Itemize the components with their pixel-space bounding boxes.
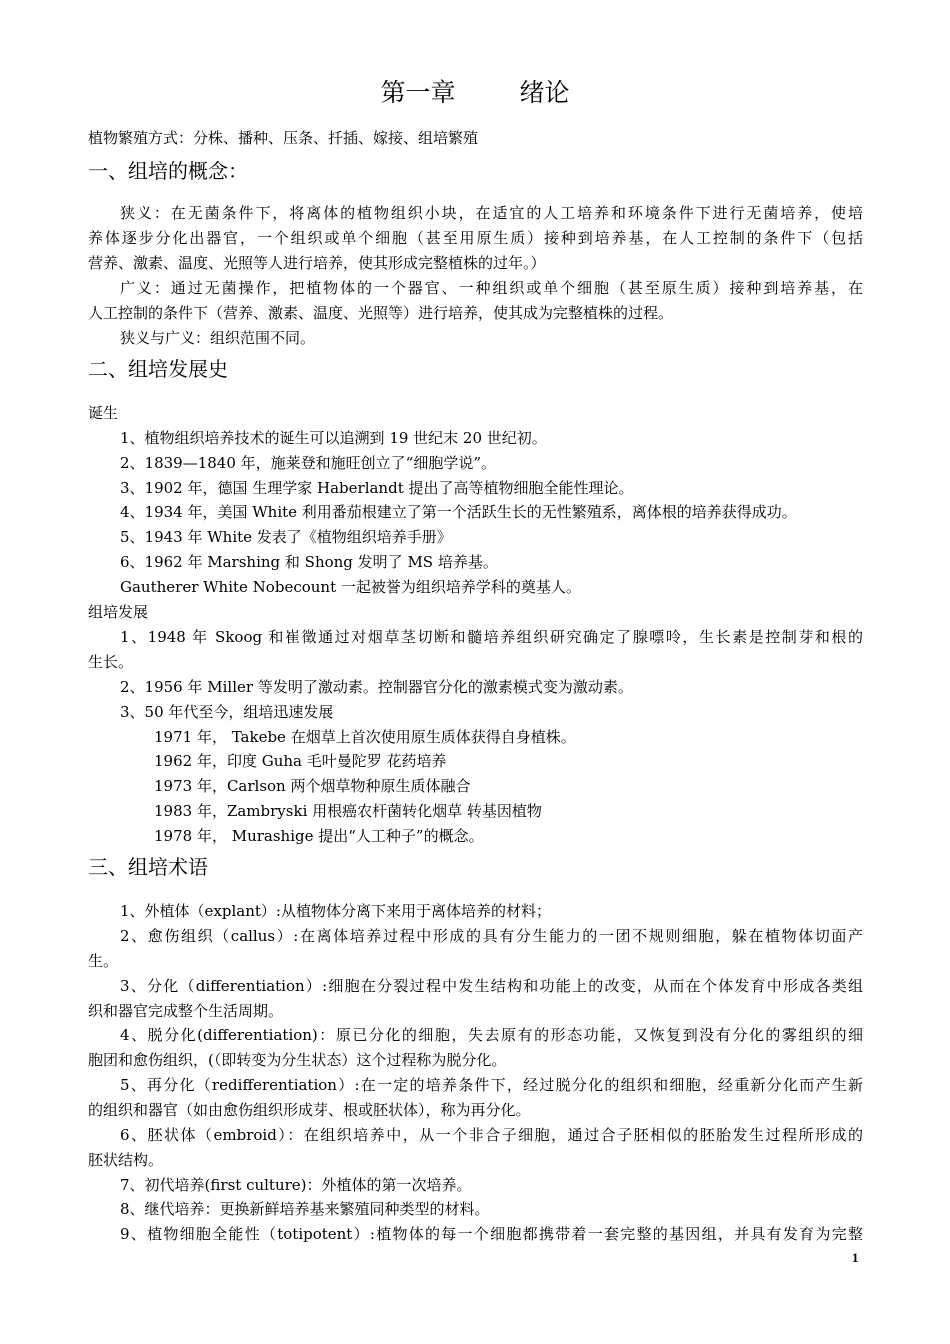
- birth-item: 4、1934 年，美国 White 利用番茄根建立了第一个活跃生长的无性繁殖系，离体根的培养获得成功。: [120, 503, 797, 521]
- development-item-1-line-1: 1、1948 年 Skoog 和崔徵通过对烟草茎切断和髓培养组织研究确定了腺嘌呤，生长素是控制芽和根的: [120, 628, 863, 646]
- term-dedifferentiation-line-1: 4、脱分化(differentiation)：原已分化的细胞，失去原有的形态功能，又恢复到没有分化的雾组织的细: [120, 1026, 863, 1044]
- development-sub-item: 1978 年， Murashige 提出“人工种子”的概念。: [154, 827, 484, 845]
- section-heading-concept: 一、组培的概念：: [88, 159, 248, 183]
- birth-item: 2、1839—1840 年，施莱登和施旺创立了“细胞学说”。: [120, 454, 496, 472]
- development-sub-item: 1971 年， Takebe 在烟草上首次使用原生质体获得自身植株。: [154, 728, 576, 746]
- chapter-title: [0, 78, 950, 108]
- term-redifferentiation-line-1: 5、再分化（redifferentiation）:在一定的培养条件下，经过脱分化的组织和细胞，经重新分化而产生新: [120, 1076, 863, 1094]
- development-sub-item: 1983 年，Zambryski 用根癌农杆菌转化烟草 转基因植物: [154, 802, 542, 820]
- term-dedifferentiation-line-2: 胞团和愈伤组织，(（即转变为分生状态）这个过程称为脱分化。: [88, 1051, 507, 1069]
- birth-label: 诞生: [88, 404, 119, 422]
- term-explant: 1、外植体（explant）:从植物体分离下来用于离体培养的材料；: [120, 902, 551, 920]
- page-number: 1: [852, 1250, 859, 1265]
- development-item-3: 3、50 年代至今，组培迅速发展: [120, 703, 334, 721]
- development-item-1-line-2: 生长。: [88, 653, 134, 671]
- term-callus-line-2: 生。: [88, 952, 119, 970]
- development-item-2: 2、1956 年 Miller 等发明了激动素。控制器官分化的激素模式变为激动素。: [120, 678, 633, 696]
- chapter-number: 第一章: [380, 78, 456, 107]
- development-label: 组培发展: [88, 603, 149, 621]
- birth-item: 3、1902 年，德国 生理学家 Haberlandt 提出了高等植物细胞全能性理论。: [120, 479, 634, 497]
- broad-definition-line-2: 人工控制的条件下（营养、激素、温度、光照等）进行培养，使其成为完整植株的过程。: [88, 304, 674, 322]
- term-embryoid-line-1: 6、胚状体（embroid）：在组织培养中，从一个非合子细胞，通过合子胚相似的胚胎发生过程所形成的: [120, 1126, 863, 1144]
- term-callus-line-1: 2、愈伤组织（callus）:在离体培养过程中形成的具有分生能力的一团不规则细胞，躲在植物体切面产: [120, 927, 863, 945]
- definition-comparison: 狭义与广义：组织范围不同。: [120, 329, 316, 347]
- birth-item: 1、植物组织培养技术的诞生可以追溯到 19 世纪末 20 世纪初。: [120, 429, 547, 447]
- term-embryoid-line-2: 胚状结构。: [88, 1151, 164, 1169]
- intro-line: 植物繁殖方式：分株、播种、压条、扦插、嫁接、组培繁殖: [88, 129, 479, 147]
- term-subculture: 8、继代培养：更换新鲜培养基来繁殖同种类型的材料。: [120, 1200, 490, 1218]
- term-first-culture: 7、初代培养(first culture)：外植体的第一次培养。: [120, 1176, 472, 1194]
- birth-item: 5、1943 年 White 发表了《植物组织培养手册》: [120, 528, 452, 546]
- broad-definition-line-1: 广义：通过无菌操作，把植物体的一个器官、一种组织或单个细胞（甚至原生质）接种到培养基，在: [120, 279, 863, 297]
- term-redifferentiation-line-2: 的组织和器官（如由愈伤组织形成芽、根或胚状体），称为再分化。: [88, 1101, 531, 1119]
- development-sub-item: 1962 年，印度 Guha 毛叶曼陀罗 花药培养: [154, 752, 447, 770]
- narrow-definition-line-1: 狭义：在无菌条件下，将离体的植物组织小块，在适宜的人工培养和环境条件下进行无菌培养，使培: [120, 204, 863, 222]
- term-differentiation-line-2: 织和器官完成整个生活周期。: [88, 1002, 284, 1020]
- section-heading-terms: 三、组培术语: [88, 855, 208, 879]
- narrow-definition-line-3: 营养、激素、温度、光照等人进行培养，使其形成完整植株的过年。）: [88, 254, 546, 272]
- founders-line: Gautherer White Nobecount 一起被誉为组织培养学科的奠基人。: [120, 578, 581, 596]
- development-sub-item: 1973 年，Carlson 两个烟草物种原生质体融合: [154, 777, 471, 795]
- term-totipotency-line-1: 9、植物细胞全能性（totipotent）:植物体的每一个细胞都携带着一套完整的基因组，并具有发育为完整: [120, 1225, 863, 1243]
- term-differentiation-line-1: 3、分化（differentiation）:细胞在分裂过程中发生结构和功能上的改变，从而在个体发育中形成各类组: [120, 977, 863, 995]
- chapter-name: 绪论: [519, 78, 570, 107]
- birth-item: 6、1962 年 Marshing 和 Shong 发明了 MS 培养基。: [120, 553, 498, 571]
- narrow-definition-line-2: 养体逐步分化出器官，一个组织或单个细胞（甚至用原生质）接种到培养基，在人工控制的条件下（包括: [88, 229, 863, 247]
- section-heading-history: 二、组培发展史: [88, 357, 228, 381]
